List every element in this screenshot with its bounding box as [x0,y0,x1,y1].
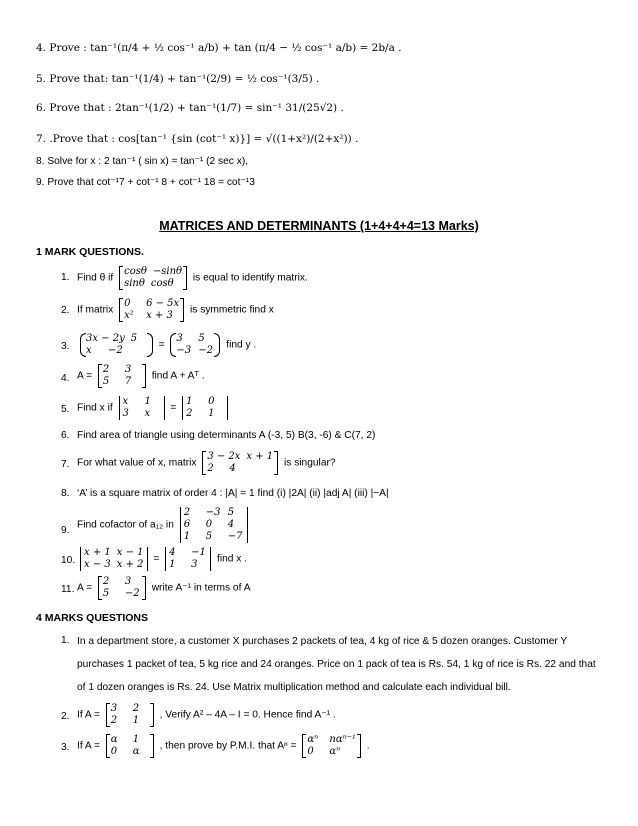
question-text: If A = [77,740,100,752]
question-text: find y . [226,339,257,351]
matrix-row [207,463,273,475]
matrix-cell: 2 [207,463,214,474]
question-line: of 1 dozen oranges is Rs. 24. Use Matrix multiplication method and calculate each individual bill. [77,682,511,693]
one-mark-section-title: 1 MARK QUESTIONS. [36,246,144,258]
matrix-cell: α [110,734,118,745]
determinant [165,547,211,571]
question-text: is equal to identify matrix. [192,272,308,284]
question-text: A = [77,582,93,594]
question-number: 8. [61,488,70,499]
equals-sign: = [158,339,165,351]
matrix-cell: x [86,345,92,356]
trig-problem-7 [36,132,618,146]
matrix-cell: 3 [124,576,132,587]
matrix [106,703,154,727]
matrix-cell: −sinθ [152,266,183,277]
one-mark-q11 [77,576,251,600]
matrix-row [124,310,179,322]
problem-number: 6. [36,102,47,114]
matrix-row [123,396,161,408]
matrix-cell: cosθ [150,278,174,289]
matrix-cell: 0 [205,519,213,530]
matrix-cell: 2 [102,576,110,587]
matrix-cell: 4 [169,547,176,558]
question-text: Find x if [77,402,113,414]
matrix [98,576,146,600]
matrix [98,364,146,388]
matrix-cell: −7 [227,531,243,542]
four-mark-q3 [77,734,370,758]
four-mark-q1 [77,630,617,699]
question-number: 2. [61,711,70,722]
trig-problem-5 [36,72,618,86]
problem-number: 5. [36,73,47,85]
problem-text: Solve for x : 2 tan⁻¹ ( sin x) = tan⁻¹ (2 sec x), [47,156,249,167]
problem-number: 9. [36,177,45,188]
matrix-cell: 2 [183,507,191,518]
matrix-cell: 1 [132,734,140,745]
matrix-row [176,345,214,357]
matrix-row [207,451,273,463]
matrix-cell: αⁿ [329,746,341,757]
matrix [170,333,220,357]
question-text: . [366,740,370,752]
matrix-cell: 2 [132,703,140,714]
matrix-cell: 7 [124,376,132,387]
problem-number: 7. [36,133,47,145]
determinant [80,547,148,571]
matrix-cell: 3 [122,408,129,419]
question-number: 1. [61,272,70,283]
problem-text: Prove that cot⁻¹7 + cot⁻¹ 8 + cot⁻¹ 18 = cot⁻¹3 [47,177,255,188]
matrix-cell: 2 [102,364,110,375]
matrix-cell: αⁿ [307,734,319,745]
equals-sign: = [153,553,160,565]
question-number: 4. [61,373,70,384]
matrix-cell: −1 [191,547,206,558]
matrix-row [169,559,207,571]
one-mark-q8: ‘A’ is a square matrix of order 4 : |A| = 1 find (i) |2A| (ii) |adj A| (iii) |−A| [77,488,389,499]
matrix-cell: −3 [205,507,221,518]
question-number: 11. [61,584,75,595]
question-text: is symmetric find x [190,304,274,316]
question-text: A = [77,370,93,382]
matrix-cell: 5 [102,376,110,387]
matrix-cell: 3 − 2x [207,451,241,462]
matrix-cell: 2 [110,715,118,726]
question-text: write A⁻¹ in terms of A [151,582,251,594]
trig-problem-4 [36,41,618,55]
matrix-cell: 6 − 5x [146,298,180,309]
question-line: In a department store, a customer X purchases 2 packets of tea, 4 kg of rice & 5 dozen oranges. Customer Y [77,636,568,647]
problem-text: .Prove that : cos[tan⁻¹ {sin (cot⁻¹ x)}] = √((1+x²)/(2+x²)) . [49,133,359,145]
matrix-row [169,547,207,559]
matrix-row [307,734,356,746]
matrix-row [111,746,149,758]
matrix-row [103,364,141,376]
matrix-cell: −2 [198,345,214,356]
determinant [119,396,165,420]
problem-text: Prove : tan⁻¹(π/4 + ½ cos⁻¹ a/b) + tan (π/4 − ½ cos⁻¹ a/b) = 2b/a . [49,42,402,54]
one-mark-q5 [77,396,231,420]
matrix-cell: −2 [108,345,123,356]
matrix-cell: sinθ [124,278,145,289]
question-number: 7. [61,459,70,470]
matrix-cell: x + 2 [116,559,144,570]
matrix-cell: 5 [227,507,235,518]
one-mark-q3 [77,333,256,357]
matrix-cell: x [122,396,129,407]
question-number: 3. [61,742,70,753]
matrix-cell: 6 [183,519,191,530]
matrix-cell: 3 [191,559,198,570]
matrix [119,298,184,322]
question-text: is singular? [284,457,336,469]
one-mark-q10 [77,547,247,571]
matrix-cell: α [132,746,140,757]
matrix-cell: 3 [176,333,183,344]
matrix-row [103,576,141,588]
matrix-cell: x + 1 [84,547,111,558]
question-number: 3. [61,341,70,352]
matrix-cell: 3 [110,703,118,714]
matrix-cell: x + 3 [146,310,173,321]
matrix-row [103,376,141,388]
matrix-cell: 3 [124,364,132,375]
matrix-row [307,746,356,758]
matrix [106,734,154,758]
question-text: find x . [216,553,247,565]
question-text: , Verify A² – 4A – I = 0. Hence find A⁻¹ . [159,709,336,721]
matrix-cell: 1 [169,559,176,570]
question-text: If A = [77,709,100,721]
one-mark-q2 [77,298,274,322]
matrix [80,333,153,357]
one-mark-q4 [77,364,205,388]
matrix-row [186,396,224,408]
matrix-row [186,408,224,420]
question-text: Find θ if [77,272,114,284]
matrix-cell: 5 [205,531,213,542]
matrix-cell: x² [124,310,134,321]
matrix-cell: 1 [186,396,193,407]
matrix-cell: 4 [229,463,236,474]
matrix-row [184,507,244,519]
question-number: 10. [61,555,76,566]
matrix-cell: 1 [132,715,140,726]
matrix-row [124,298,179,310]
question-text: If matrix [77,304,114,316]
matrix-row [184,519,244,531]
matrix-row [84,559,144,571]
matrix [202,451,278,475]
determinant [182,396,228,420]
matrix-cell: 5 [102,588,110,599]
equals-sign: = [170,402,177,414]
matrix-row [111,734,149,746]
problem-text: Prove that: tan⁻¹(1/4) + tan⁻¹(2/9) = ½ cos⁻¹(3/5) . [49,73,320,85]
matrix [302,734,361,758]
matrix-cell: 1 [144,396,151,407]
question-text: , then prove by P.M.I. that Aⁿ = [159,740,297,752]
matrix-cell: x [144,408,151,419]
matrix-cell: 5 [198,333,205,344]
four-mark-section-title: 4 MARKS QUESTIONS [36,612,149,624]
matrix-cell: 1 [208,408,215,419]
matrix-cell: 4 [227,519,235,530]
question-text: For what value of x, matrix [77,457,197,469]
determinant [180,507,248,543]
problem-number: 8. [36,156,45,167]
matrix-cell: x − 3 [84,559,111,570]
one-mark-q9 [77,507,251,543]
question-text: Find cofactor of a₁₂ in [77,519,174,531]
trig-problem-6 [36,101,618,115]
matrix-cell: −3 [176,345,192,356]
matrix-cell: 1 [183,531,191,542]
matrix-cell: 0 [307,746,314,757]
section-heading: MATRICES AND DETERMINANTS (1+4+4+4=13 Marks) [159,219,479,233]
matrix-row [86,345,147,357]
trig-problem-9 [36,176,618,190]
matrix-row [86,333,147,345]
question-text: find A + Aᵀ . [151,370,205,382]
matrix-cell: 0 [110,746,118,757]
matrix-cell: nαⁿ⁻¹ [329,734,356,745]
matrix-row [111,715,149,727]
matrix-cell: cosθ [124,266,147,277]
one-mark-q6: Find area of triangle using determinants A (-3, 5) B(3, -6) & C(7, 2) [77,430,376,441]
matrix-row [176,333,214,345]
trig-problem-8 [36,155,618,169]
matrix [119,266,187,290]
matrix-row [103,588,141,600]
four-mark-q2 [77,703,336,727]
question-number: 5. [61,404,70,415]
question-number: 6. [61,430,70,441]
matrix-row [111,703,149,715]
matrix-cell: 3x − 2y [86,333,125,344]
matrix-row [184,531,244,543]
matrix-cell: 2 [186,408,193,419]
problem-text: Prove that : 2tan⁻¹(1/2) + tan⁻¹(1/7) = sin⁻¹ 31/(25√2) . [49,102,344,114]
question-number: 2. [61,305,70,316]
matrix-row [124,278,182,290]
matrix-row [123,408,161,420]
question-number: 1. [61,635,70,646]
problem-number: 4. [36,42,47,54]
question-line: purchases 1 packet of tea, 5 kg rice and 24 oranges. Price on 1 pack of tea is Rs. 54, 1 kg of rice is Rs. 22 and that [77,659,596,670]
question-number: 9. [61,525,70,536]
one-mark-q1 [77,266,308,290]
matrix-cell: 0 [124,298,131,309]
matrix-row [84,547,144,559]
matrix-cell: x − 1 [116,547,144,558]
matrix-cell: −2 [124,588,140,599]
one-mark-q7 [77,451,336,475]
matrix-cell: 5 [130,333,138,344]
matrix-row [124,266,182,278]
matrix-cell: 0 [208,396,215,407]
matrix-cell: x + 1 [246,451,274,462]
